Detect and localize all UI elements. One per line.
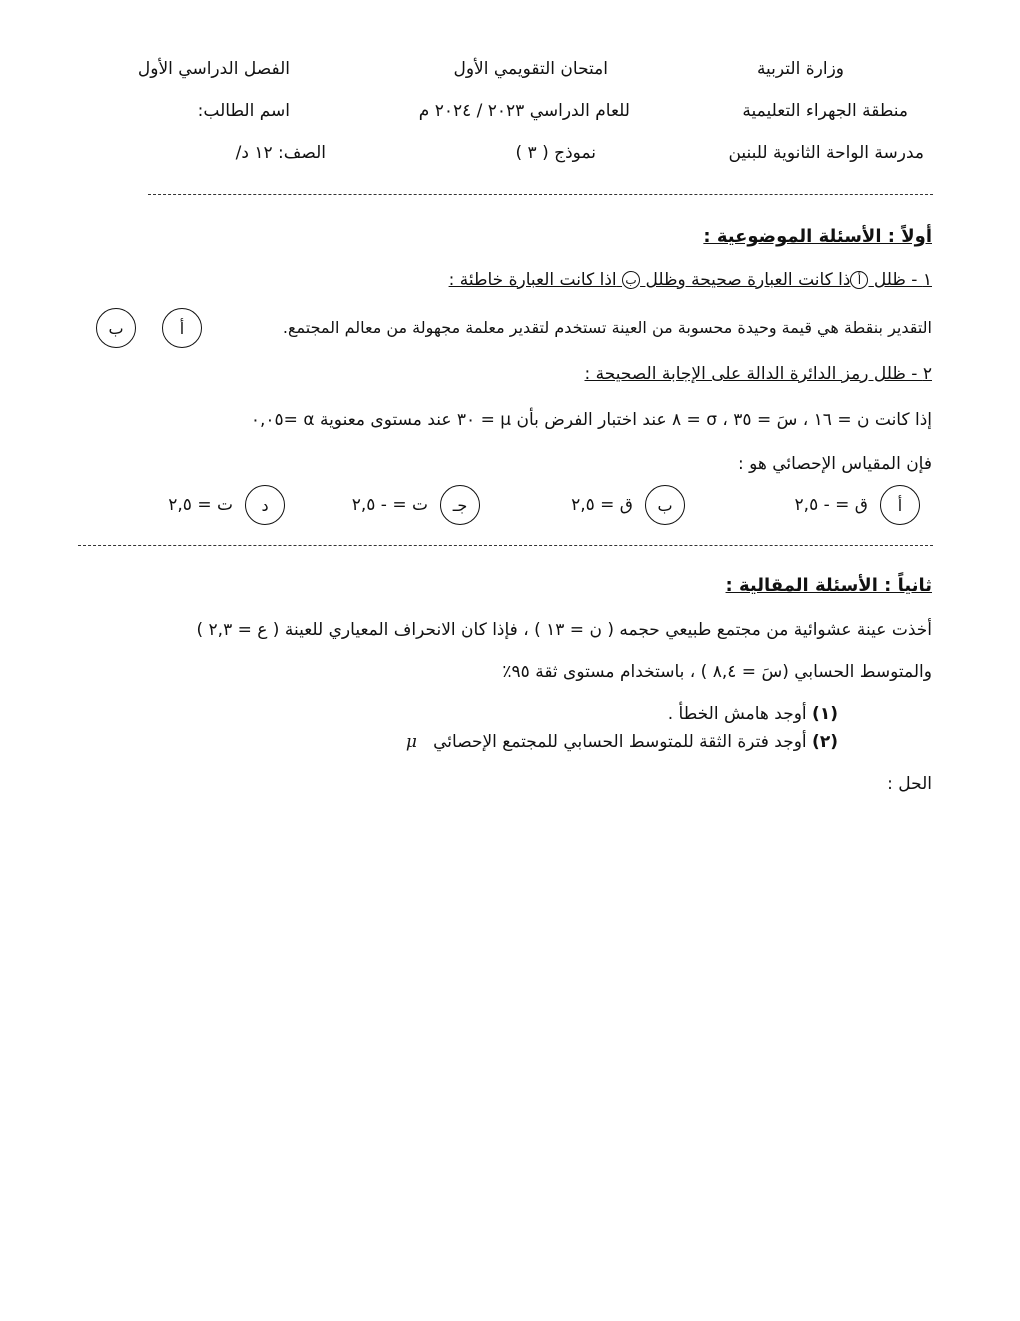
q2-choice-b[interactable] [571,485,685,525]
divider [78,545,933,546]
exam-title: امتحان التقويمي الأول [453,59,608,79]
school-name: مدرسة الواحة الثانوية للبنين [728,143,924,163]
student-name-label: اسم الطالب: [197,101,290,121]
q2-choice-a[interactable] [795,485,920,525]
mu-symbol: μ [405,732,417,752]
choice-text: ق = ٢,٥ [571,495,633,515]
choice-letter: د [245,485,285,525]
divider [148,194,933,195]
choice-letter: أ [880,485,920,525]
semester: الفصل الدراسي الأول [137,59,290,79]
q2-instruction: ٢ - ظلل رمز الدائرة الدالة على الإجابة الصحيحة : [584,364,932,384]
q2-stem: فإن المقياس الإحصائي هو : [737,454,932,474]
section-essay-title: ثانياً : الأسئلة المقالية : [725,575,932,596]
ministry: وزارة التربية [756,59,844,79]
exam-model: نموذج ( ٣ ) [515,143,596,163]
grade-label: الصف: ١٢ د/ [235,143,326,163]
essay-item-1: (١) أوجد هامش الخطأ . [667,704,838,724]
q1-instruction: ١ - ظلل أذا كانت العبارة صحيحة وظلل ب اذا كانت العبارة خاطئة : [448,270,932,290]
section-objective-title: أولاً : الأسئلة الموضوعية : [703,226,932,247]
q1-option-b[interactable]: ب [96,308,136,348]
choice-letter: ب [645,485,685,525]
education-zone: منطقة الجهراء التعليمية [742,101,908,121]
true-mark-icon: أ [850,271,868,289]
solution-label: الحل : [887,774,932,794]
choice-text: ت = - ٢,٥ [351,495,428,515]
q2-choice-d[interactable] [168,485,285,525]
essay-line-2: والمتوسط الحسابي (سَ = ٨,٤ ) ، باستخدام مستوى ثقة ٩٥٪ [502,662,932,682]
choice-text: ق = - ٢,٥ [794,495,868,515]
q1-statement: التقدير بنقطة هي قيمة وحيدة محسوبة من العينة تستخدم لتقدير معلمة مجهولة من معالم المجتمع. [282,318,932,337]
choice-text: ت = ٢,٥ [168,495,233,515]
essay-item-2: (٢) أوجد فترة الثقة للمتوسط الحسابي للمجتمع الإحصائي μ [405,732,838,752]
academic-year: للعام الدراسي ٢٠٢٣ / ٢٠٢٤ م [418,101,630,121]
q2-choice-c[interactable] [352,485,480,525]
choice-letter: جـ [440,485,480,525]
q1-option-a[interactable]: أ [162,308,202,348]
essay-line-1: أخذت عينة عشوائية من مجتمع طبيعي حجمه ( ن = ١٣ ) ، فإذا كان الانحراف المعياري للعينة ( ع = ٢,٣ ) [196,620,932,640]
q2-given: إذا كانت ن = ١٦ ، سَ = ٣٥ ، σ = ٨ عند اختبار الفرض بأن μ = ٣٠ عند مستوى معنوية α =٠,٠٥ [250,410,932,430]
false-mark-icon: ب [622,271,640,289]
